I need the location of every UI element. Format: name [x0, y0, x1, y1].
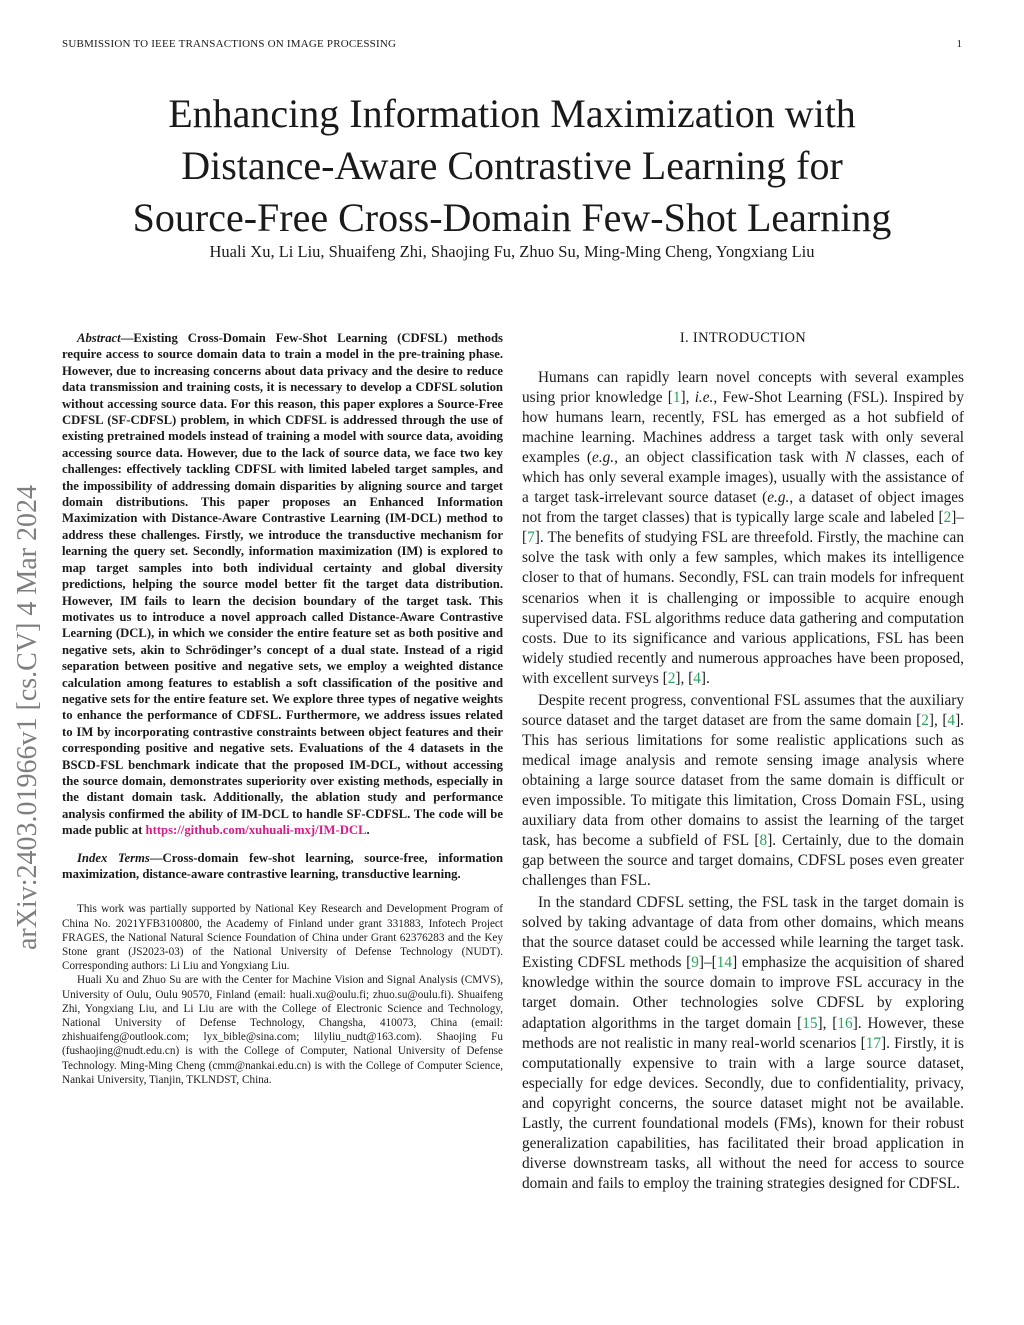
text-run: ], [ — [928, 711, 948, 729]
text-run: ], [ — [675, 669, 694, 687]
author-list: Huali Xu, Li Liu, Shuaifeng Zhi, Shaojing Fu, Zhuo Su, Ming-Ming Cheng, Yongxiang Liu — [209, 242, 815, 261]
text-run: e.g. — [592, 449, 615, 467]
citation-link[interactable]: 1 — [672, 389, 681, 407]
section-title-rest: NTRODUCTION — [698, 330, 807, 346]
intro-paragraph-3 — [522, 893, 964, 1194]
text-run: ]. Certainly, due to the domain gap between the source and target domains, CDFSL poses even greater challenges than FSL. — [522, 832, 964, 890]
intro-paragraph-2 — [522, 691, 964, 891]
abstract-dash: — — [120, 331, 134, 345]
text-run: In the standard CDFSL setting, the FSL task in the target domain is solved by taking advantage of data from other domains, which means that the source dataset could be accessed while learning the target task. Existing CDFSL methods [ — [522, 894, 964, 972]
index-terms-text: Cross-domain few-shot learning, source-free, information maximization, distance-aware contrastive learning, transductive learning. — [62, 850, 503, 881]
section-heading-introduction — [522, 330, 964, 347]
section-title — [693, 330, 806, 346]
abstract — [62, 330, 503, 839]
text-run: ], [ — [817, 1014, 838, 1032]
section-number: I. — [679, 330, 689, 346]
abstract-label: Abstract — [77, 331, 121, 345]
index-terms-label: Index Terms — [77, 850, 150, 865]
citation-link[interactable]: 16 — [837, 1014, 853, 1032]
footnote-affiliations: Huali Xu and Zhuo Su are with the Center for Machine Vision and Signal Analysis (CMVS), University of Oulu, Oulu 90570, Finland (email: huali.xu@oulu.fi; zhuo.su@oulu.fi). Shuaifeng Zhi, Yongxiang Liu, and Li Liu are with the College of Electronic Science and Technology, National University of Defense Technology, Changsha, 410073, China (email: zhishuaifeng@outlook.com; lyx_bible@sina.com; lilyliu_nudt@163.com). Shaojing Fu (fushaojing@nudt.edu.cn) is with the College of Computer, National University of Defense Technology. Ming-Ming Cheng (cmm@nankai.edu.cn) is with the College of Computer Science, Nankai University, Tianjin, TKLNDST, China. — [62, 974, 503, 1086]
paper-title — [62, 88, 962, 244]
text-run: , Few-Shot Learning (FSL). Inspired by how humans learn, recently, FSL has emerged as a hot subfield of machine learning. Machines address a target task with only several examples ( — [522, 389, 964, 467]
citation-link[interactable]: 2 — [667, 669, 676, 687]
intro-paragraph-1 — [522, 368, 964, 689]
index-terms — [62, 850, 503, 883]
citation-link[interactable]: 4 — [947, 711, 956, 729]
right-column — [522, 330, 964, 1196]
index-terms-dash: — — [149, 850, 163, 865]
abstract-end: . — [366, 823, 370, 838]
citation-link[interactable]: 15 — [802, 1014, 818, 1032]
citation-link[interactable]: 7 — [527, 529, 535, 547]
citation-link[interactable]: 14 — [716, 954, 733, 972]
math-symbol: N — [845, 449, 856, 467]
text-run: Humans can rapidly learn novel concepts with several examples using prior knowledge [ — [522, 369, 964, 407]
footnotes — [62, 902, 503, 1087]
text-run: classes, each of which has only several example images), usually with the assistance of a target task-irrelevant source dataset ( — [522, 449, 965, 507]
footnote-funding: This work was partially supported by National Key Research and Development Program of China No. 2021YFB3100800, the Academy of Finland under grant 331883, Infotech Project FRAGES, the National Natural Science Foundation of China under Grant 62376283 and the Key Stone grant (JS2023-03) of the National University of Defense Technology (NUDT). Corresponding authors: Li Liu and Yongxiang Liu. — [62, 903, 503, 973]
title-line: Distance-Aware Contrastive Learning for — [181, 143, 843, 188]
citation-link[interactable]: 2 — [943, 509, 952, 527]
citation-link[interactable]: 8 — [759, 832, 768, 850]
running-head: SUBMISSION TO IEEE TRANSACTIONS ON IMAGE PROCESSING — [62, 38, 397, 50]
title-line: Enhancing Information Maximization with — [168, 91, 856, 136]
text-run: ]. Firstly, it is computationally expensive to train with a large source dataset, especially for edge devices. Secondly, due to confidentiality, privacy, and copyright concerns, the source dataset might not be available. Lastly, the current foundational models (FMs), known for their robust generalization capabilities, has facilitated their broad application in diverse downstream tasks, all without the need for access to source domain and fails to employ the training strategies designed for CDFSL. — [522, 1034, 964, 1192]
code-link[interactable]: https://github.com/xuhuali-mxj/IM-DCL — [145, 823, 367, 838]
text-run: i.e. — [694, 389, 714, 407]
text-run: ]–[ — [522, 509, 964, 547]
citation-link[interactable]: 4 — [693, 669, 701, 687]
abstract-text: Existing Cross-Domain Few-Shot Learning (CDFSL) methods require access to source domain data to train a model in the pre-training phase. However, due to increasing concerns about data privacy and the desire to reduce data transmission and training costs, it is necessary to develop a CDFSL solution without accessing source data. For this reason, this paper explores a Source-Free CDFSL (SF-CDFSL) problem, in which CDFSL is addressed through the use of existing pretrained models instead of training a model with source data, avoiding accessing source data. However, due to the lack of source data, we face two key challenges: effectively tackling CDFSL with limited labeled target samples, and the impossibility of addressing domain disparities by aligning source and target domain distributions. This paper proposes an Enhanced Information Maximization with Distance-Aware Contrastive Learning (IM-DCL) method to address these challenges. Firstly, we introduce the transductive mechanism for learning the query set. Secondly, information maximization (IM) is explored to map target samples into both individual certainty and global diversity predictions, helping the source model better fit the target data distribution. However, IM fails to learn the decision boundary of the target task. This motivates us to introduce a novel approach called Distance-Aware Contrastive Learning (DCL), in which we consider the entire feature set as both positive and negative sets, akin to Schrödinger’s concept of a dual state. Instead of a rigid separation between positive and negative sets, we employ a weighted distance calculation among features to establish a soft classification of the positive and negative sets for the entire feature set. We explore three types of negative weights to enhance the performance of CDFSL. Furthermore, we address issues related to IM by incorporating contrastive constraints between object features and their corresponding positive and negative sets. Evaluations of the 4 datasets in the BSCD-FSL benchmark indicate that the proposed IM-DCL, without accessing the source domain, demonstrates superiority over existing methods, especially in the distant domain task. Additionally, the ablation study and performance analysis confirmed the ability of IM-DCL to handle SF-CDFSL. The code will be made public at — [62, 331, 503, 838]
citation-link[interactable]: 17 — [865, 1034, 881, 1052]
text-run: , a dataset of object images not from the target classes) that is typically large scale and labeled [ — [522, 489, 964, 527]
text-run: e.g. — [767, 489, 790, 507]
text-run: ] emphasize the acquisition of shared knowledge within the source domain to improve FSL accuracy in the target domain. Other technologies solve CDFSL by exploring adaptation algorithms in the target domain [ — [522, 954, 965, 1032]
text-run: ]. However, these methods are not realistic in many real-world scenarios [ — [522, 1014, 964, 1052]
text-run: Despite recent progress, conventional FSL assumes that the auxiliary source dataset and the target dataset are from the same domain [ — [522, 691, 964, 729]
citation-link[interactable]: 9 — [691, 954, 699, 972]
citation-link[interactable]: 2 — [921, 711, 929, 729]
text-run: ]. — [700, 669, 710, 687]
title-line: Source-Free Cross-Domain Few-Shot Learning — [132, 195, 892, 240]
page-number: 1 — [956, 38, 962, 50]
text-run: ], — [680, 389, 695, 407]
left-column — [62, 330, 503, 1087]
text-run: , an object classification task with — [614, 449, 846, 467]
arxiv-stamp: arXiv:2403.01966v1 [cs.CV] 4 Mar 2024 — [12, 484, 43, 950]
text-run: ]. The benefits of studying FSL are threefold. Firstly, the machine can solve the task with only a few samples, which makes its intelligence closer to that of humans. Secondly, FSL can train models for infrequent scenarios when it is challenging or impossible to acquire enough supervised data. FSL algorithms reduce data gathering and computation costs. Due to its significance and various applications, FSL has been widely studied recently and numerous approaches have been proposed, with excellent surveys [ — [522, 529, 964, 687]
text-run: ]. This has serious limitations for some realistic applications such as medical image analysis and remote sensing image analysis where obtaining a large source dataset from the same domain is difficult or even impossible. To mitigate this limitation, Cross Domain FSL, using auxiliary data from other domains to assist the learning of the target task, has become a subfield of FSL [ — [522, 711, 964, 850]
section-title-initial: I — [692, 330, 699, 346]
text-run: ]–[ — [698, 954, 717, 972]
